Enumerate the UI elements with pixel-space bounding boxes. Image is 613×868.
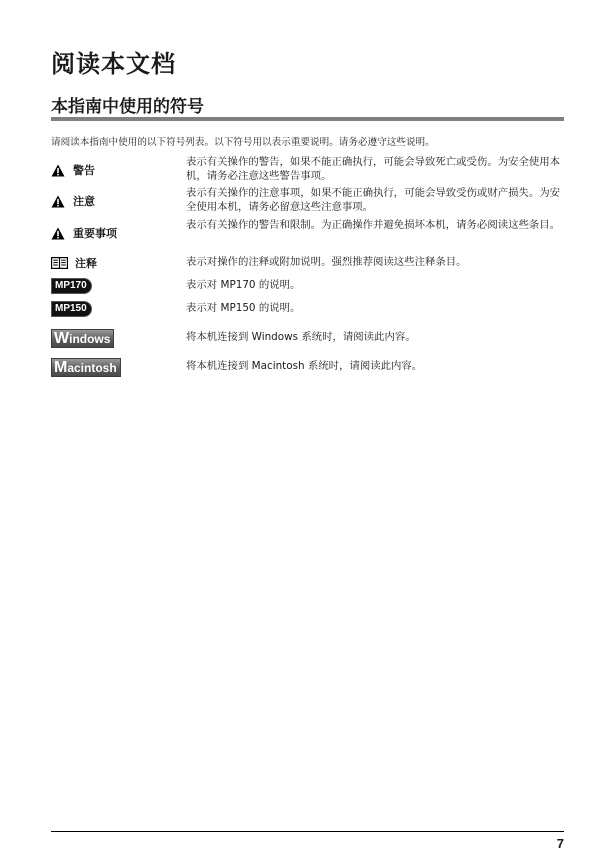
open-book-icon xyxy=(51,257,68,269)
symbol-row-important xyxy=(51,219,564,247)
page-title: 阅读本文档 xyxy=(51,50,176,78)
symbol-row-macintosh xyxy=(51,359,564,375)
symbol-description: 表示对 MP170 的说明。 xyxy=(186,279,301,291)
symbol-description: 将本机连接到 Macintosh 系统时，请阅读此内容。 xyxy=(186,360,423,372)
section-divider xyxy=(51,117,564,121)
symbol-description: 将本机连接到 Windows 系统时，请阅读此内容。 xyxy=(186,331,416,343)
symbol-row-mp150 xyxy=(51,302,564,316)
section-title: 本指南中使用的符号 xyxy=(51,97,204,117)
mp150-badge: MP150 xyxy=(51,301,92,317)
intro-text: 请阅读本指南中使用的以下符号列表。以下符号用以表示重要说明。请务必遵守这些说明。 xyxy=(51,137,435,148)
symbol-description: 表示有关操作的注意事项，如果不能正确执行，可能会导致受伤或财产损失。为安全使用本机，请务必留意这些注意事项。 xyxy=(186,187,561,213)
warning-triangle-icon xyxy=(51,227,65,240)
symbol-label-note: 注释 xyxy=(75,257,97,270)
symbol-description: 表示对 MP150 的说明。 xyxy=(186,302,301,314)
symbol-row-note xyxy=(51,256,564,270)
symbol-row-caution xyxy=(51,187,564,215)
symbol-row-warning xyxy=(51,156,564,184)
symbol-row-windows xyxy=(51,330,564,346)
macintosh-badge: M acintosh xyxy=(51,358,121,377)
symbol-description: 表示有关操作的警告，如果不能正确执行，可能会导致死亡或受伤。为安全使用本机，请务必注意这些警告事项。 xyxy=(186,156,561,182)
symbol-row-mp170 xyxy=(51,279,564,293)
symbol-description: 表示对操作的注释或附加说明。强烈推荐阅读这些注释条目。 xyxy=(186,256,467,268)
warning-triangle-icon xyxy=(51,164,65,177)
mp170-badge: MP170 xyxy=(51,278,92,294)
symbol-description: 表示有关操作的警告和限制。为正确操作并避免损坏本机，请务必阅读这些条目。 xyxy=(186,219,561,231)
page-number: 7 xyxy=(556,836,564,851)
windows-badge: W indows xyxy=(51,329,114,348)
footer-divider xyxy=(51,831,564,832)
symbol-label-important: 重要事项 xyxy=(73,227,117,240)
warning-triangle-icon xyxy=(51,195,65,208)
symbol-label-caution: 注意 xyxy=(73,195,95,208)
symbol-label-warning: 警告 xyxy=(73,164,95,177)
